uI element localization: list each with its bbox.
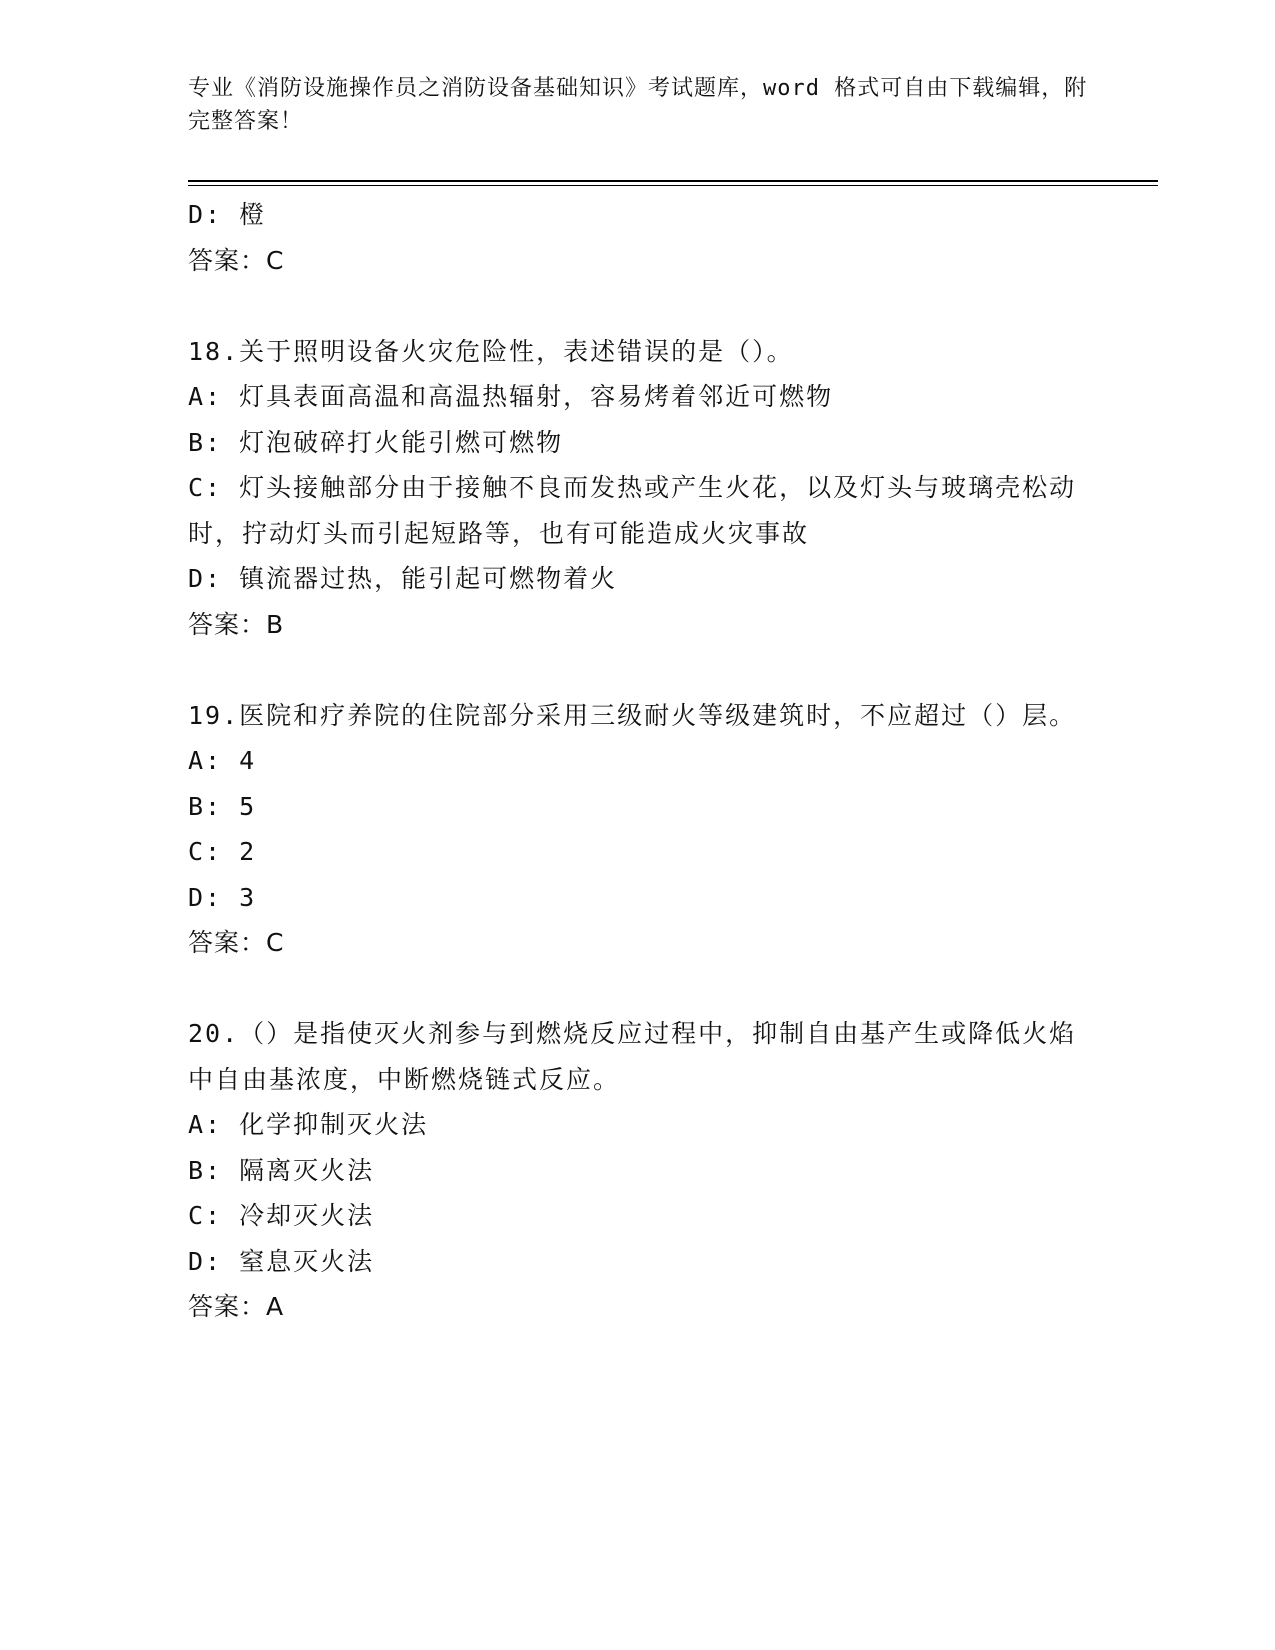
option-b: B: 5 xyxy=(188,791,257,821)
document-header: 专业《消防设施操作员之消防设备基础知识》考试题库，word 格式可自由下载编辑，附完整答案！ xyxy=(188,76,1088,134)
question-18 xyxy=(188,329,1088,648)
header-divider xyxy=(188,180,1158,182)
header-divider-thin xyxy=(188,185,1158,186)
option-d: D: 窒息灭火法 xyxy=(188,1246,375,1276)
option-c: C: 冷却灭火法 xyxy=(188,1201,375,1230)
option-b: B: 隔离灭火法 xyxy=(188,1155,375,1185)
question-20 xyxy=(188,1011,1088,1330)
question-stem: 19.医院和疗养院的住院部分采用三级耐火等级建筑时，不应超过（）层。 xyxy=(188,700,1077,730)
option-b: B: 灯泡破碎打火能引燃可燃物 xyxy=(188,427,564,457)
prev-option-d: D: 橙 xyxy=(188,200,267,229)
question-list xyxy=(188,192,1088,1330)
prev-answer: 答案：C xyxy=(188,245,285,275)
question-stem: 18.关于照明设备火灾危险性，表述错误的是（）。 xyxy=(188,336,794,366)
option-c: C: 2 xyxy=(188,837,257,866)
answer: 答案：A xyxy=(188,1292,285,1321)
option-a: A: 4 xyxy=(188,746,257,775)
option-a: A: 化学抑制灭火法 xyxy=(188,1110,429,1139)
question-stem: 20.（）是指使灭火剂参与到燃烧反应过程中，抑制自由基产生或降低火焰中自由基浓度，中断燃烧链式反应。 xyxy=(188,1019,1077,1094)
option-c: C: 灯头接触部分由于接触不良而发热或产生火花，以及灯头与玻璃壳松动时，拧动灯头而引起短路等，也有可能造成火灾事故 xyxy=(188,473,1077,548)
option-d: D: 3 xyxy=(188,882,257,912)
option-a: A: 灯具表面高温和高温热辐射，容易烤着邻近可燃物 xyxy=(188,382,834,411)
question-19 xyxy=(188,693,1088,966)
option-d: D: 镇流器过热，能引起可燃物着火 xyxy=(188,564,618,593)
answer: 答案：B xyxy=(188,609,285,639)
answer: 答案：C xyxy=(188,928,285,957)
